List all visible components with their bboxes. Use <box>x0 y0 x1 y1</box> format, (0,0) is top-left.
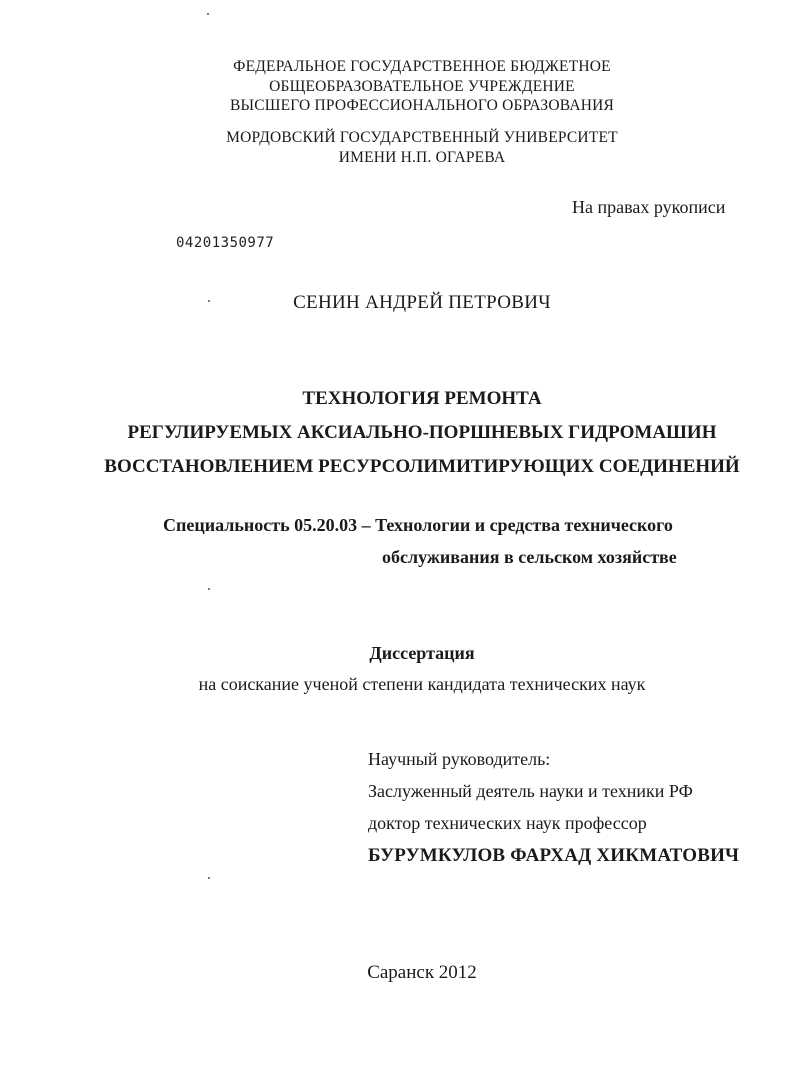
university-line: ИМЕНИ Н.П. ОГАРЕВА <box>338 148 506 166</box>
university-line: МОРДОВСКИЙ ГОСУДАРСТВЕННЫЙ УНИВЕРСИТЕТ <box>226 129 618 146</box>
university-name <box>0 128 792 167</box>
dissertation-label: Диссертация <box>369 643 475 663</box>
specialty-line-2: обслуживания в сельском хозяйстве <box>382 547 677 567</box>
supervisor-honor: Заслуженный деятель науки и техники РФ <box>368 781 693 801</box>
author-name: СЕНИН АНДРЕЙ ПЕТРОВИЧ <box>293 292 551 313</box>
supervisor-degree: доктор технических наук профессор <box>368 813 647 833</box>
specialty-line-1: Специальность 05.20.03 – Технологии и средства технического <box>163 515 673 535</box>
title-line: РЕГУЛИРУЕМЫХ АКСИАЛЬНО-ПОРШНЕВЫХ ГИДРОМАШИН <box>127 422 717 443</box>
dissertation-title <box>0 382 792 484</box>
catalog-number: 04201350977 <box>176 235 275 251</box>
institution-header <box>0 57 792 116</box>
title-line: ТЕХНОЛОГИЯ РЕМОНТА <box>302 388 542 409</box>
scan-speck <box>208 588 210 590</box>
scan-speck <box>208 877 210 879</box>
manuscript-note: На правах рукописи <box>572 197 726 217</box>
institution-line: ФЕДЕРАЛЬНОЕ ГОСУДАРСТВЕННОЕ БЮДЖЕТНОЕ <box>233 58 611 75</box>
institution-line: ОБЩЕОБРАЗОВАТЕЛЬНОЕ УЧРЕЖДЕНИЕ <box>269 77 575 95</box>
dissertation-subtitle: на соискание ученой степени кандидата технических наук <box>198 674 646 694</box>
title-line: ВОССТАНОВЛЕНИЕМ РЕСУРСОЛИМИТИРУЮЩИХ СОЕДИНЕНИЙ <box>104 456 740 477</box>
scan-speck <box>207 13 209 15</box>
institution-line: ВЫСШЕГО ПРОФЕССИОНАЛЬНОГО ОБРАЗОВАНИЯ <box>229 97 615 114</box>
supervisor-name: БУРУМКУЛОВ ФАРХАД ХИКМАТОВИЧ <box>368 845 740 866</box>
city-year: Саранск 2012 <box>367 962 477 983</box>
supervisor-heading: Научный руководитель: <box>368 749 551 769</box>
